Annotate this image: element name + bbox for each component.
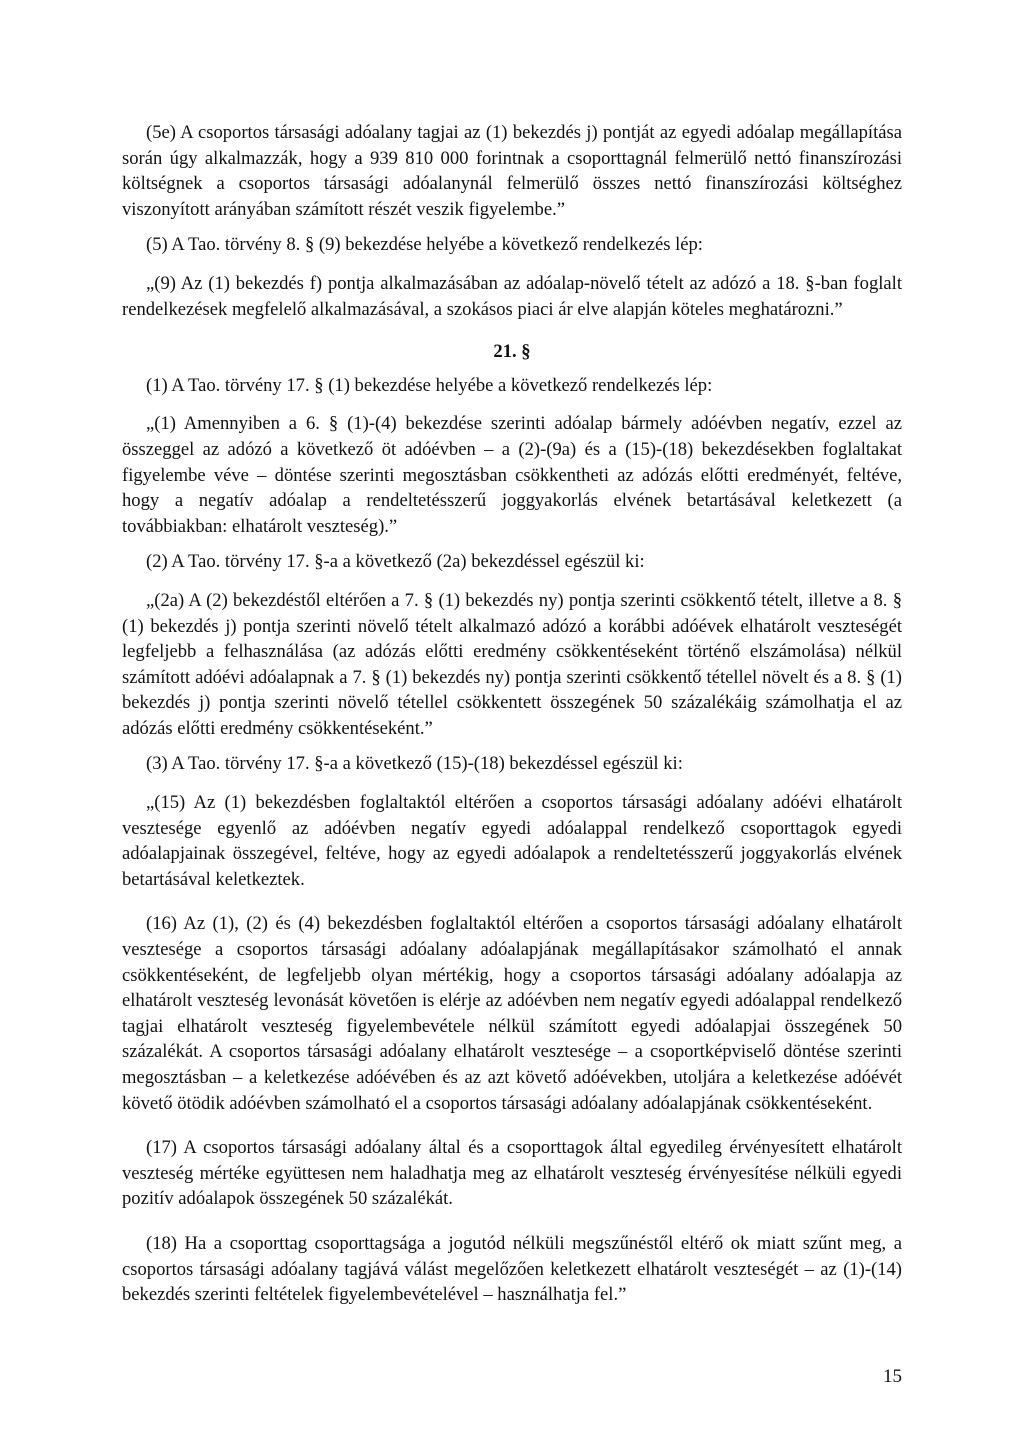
paragraph-18: (18) Ha a csoporttag csoporttagsága a jogutód nélküli megszűnéstől eltérő ok miatt szűnt meg, a csoportos társasági adóalany tagjává válást megelőzően keletkezett elhatárolt veszteségét – az (1)-(14) bekezdés szerinti feltételek figyelembevételével – használhatja fel.”	[122, 1232, 902, 1306]
paragraph-quote-15: „(15) Az (1) bekezdésben foglaltaktól eltérően a csoportos társasági adóalany adóévi elhatárolt vesztesége egyenlő az adóévben negatív egyedi adóalappal rendelkező csoporttagok egyedi adóalapjainak összegével, feltéve, hogy az egyedi adóalapok a rendeltetésszerű joggyakorlás elvének betartásával keletkeztek.	[122, 792, 902, 890]
paragraph-quote-1: „(1) Amennyiben a 6. § (1)-(4) bekezdése szerinti adóalap bármely adóévben negatív, ezzel az összeggel az adózó a következő öt adóévben – a (2)-(9a) és a (15)-(18) bekezdésekben foglaltakat figyelembe véve – döntése szerinti megosztásban csökkentheti az adózás előtti eredményét, feltéve, hogy a negatív adóalap a rendeltetésszerű joggyakorlás elvének betartásával keletkezett (a továbbiakban: elhatárolt veszteség).”	[122, 413, 902, 537]
paragraph-amendment-3: (3) A Tao. törvény 17. §-a a következő (15)-(18) bekezdéssel egészül ki:	[146, 753, 683, 775]
paragraph-5e: (5e) A csoportos társasági adóalany tagjai az (1) bekezdés j) pontját az egyedi adóalap megállapítása során úgy alkalmazzák, hogy a 939 810 000 forintnak a csoporttagnál felmerülő nettó finanszírozási költségnek a csoportos társasági adóalanynál felmerülő összes nettó finanszírozási költséghez viszonyított arányában számított részét veszik figyelembe.”	[122, 122, 902, 220]
paragraph-amendment-2: (2) A Tao. törvény 17. §-a a következő (2a) bekezdéssel egészül ki:	[146, 551, 645, 573]
paragraph-17: (17) A csoportos társasági adóalany által és a csoporttagok által egyedileg érvényesített elhatárolt veszteség mértéke együttesen nem haladhatja meg az elhatárolt veszteség érvényesítése nélküli egyedi pozitív adóalapok összegének 50 százalékát.	[122, 1137, 902, 1210]
section-heading-21: 21. §	[493, 341, 531, 363]
paragraph-16: (16) Az (1), (2) és (4) bekezdésben foglaltaktól eltérően a csoportos társasági adóalany elhatárolt vesztesége a csoportos társasági adóalany adóalapjának megállapításakor számolható el annak csökkentéseként, de legfeljebb olyan mértékig, hogy a csoportos társasági adóalany adóalapja az elhatárolt veszteség levonását követően is elérje az adóévben nem negatív egyedi adóalappal rendelkező tagjai elhatárolt veszteség figyelembevétele nélkül számított egyedi adóalapjai összegének 50 százalékát. A csoportos társasági adóalany elhatárolt vesztesége – a csoportképviselő döntése szerinti megosztásban – a keletkezése adóévében és az azt követő adóévekben, utoljára a keletkezése adóévét követő ötödik adóévben számolható el a csoportos társasági adóalany adóalapjának csökkentéseként.	[122, 913, 902, 1114]
paragraph-quote-9: „(9) Az (1) bekezdés f) pontja alkalmazásában az adóalap-növelő tételt az adózó a 18. §-ban foglalt rendelkezések megfelelő alkalmazásával, a szokásos piaci ár elve alapján köteles meghatározni.”	[122, 272, 902, 320]
paragraph-quote-2a: „(2a) A (2) bekezdéstől eltérően a 7. § (1) bekezdés ny) pontja szerinti csökkentő tételt, illetve a 8. § (1) bekezdés j) pontja szerinti növelő tételt alkalmazó adózó a korábbi adóévek elhatárolt veszteségét legfeljebb a felhasználása (az adózás előtti eredmény csökkentéseként történő elszámolása) nélkül számított adóévi adóalapnak a 7. § (1) bekezdés ny) pontja szerinti csökkentő tétellel növelt és a 8. § (1) bekezdés j) pontja szerinti növelő tétellel csökkentett összegének 50 százalékáig számolhatja el az adózás előtti eredmény csökkentéseként.”	[122, 589, 902, 739]
paragraph-amendment-1: (1) A Tao. törvény 17. § (1) bekezdése helyébe a következő rendelkezés lép:	[146, 374, 713, 396]
paragraph-amendment-5: (5) A Tao. törvény 8. § (9) bekezdése helyébe a következő rendelkezés lép:	[146, 234, 703, 256]
page-number: 15	[883, 1366, 902, 1387]
document-page	[122, 120, 902, 1308]
